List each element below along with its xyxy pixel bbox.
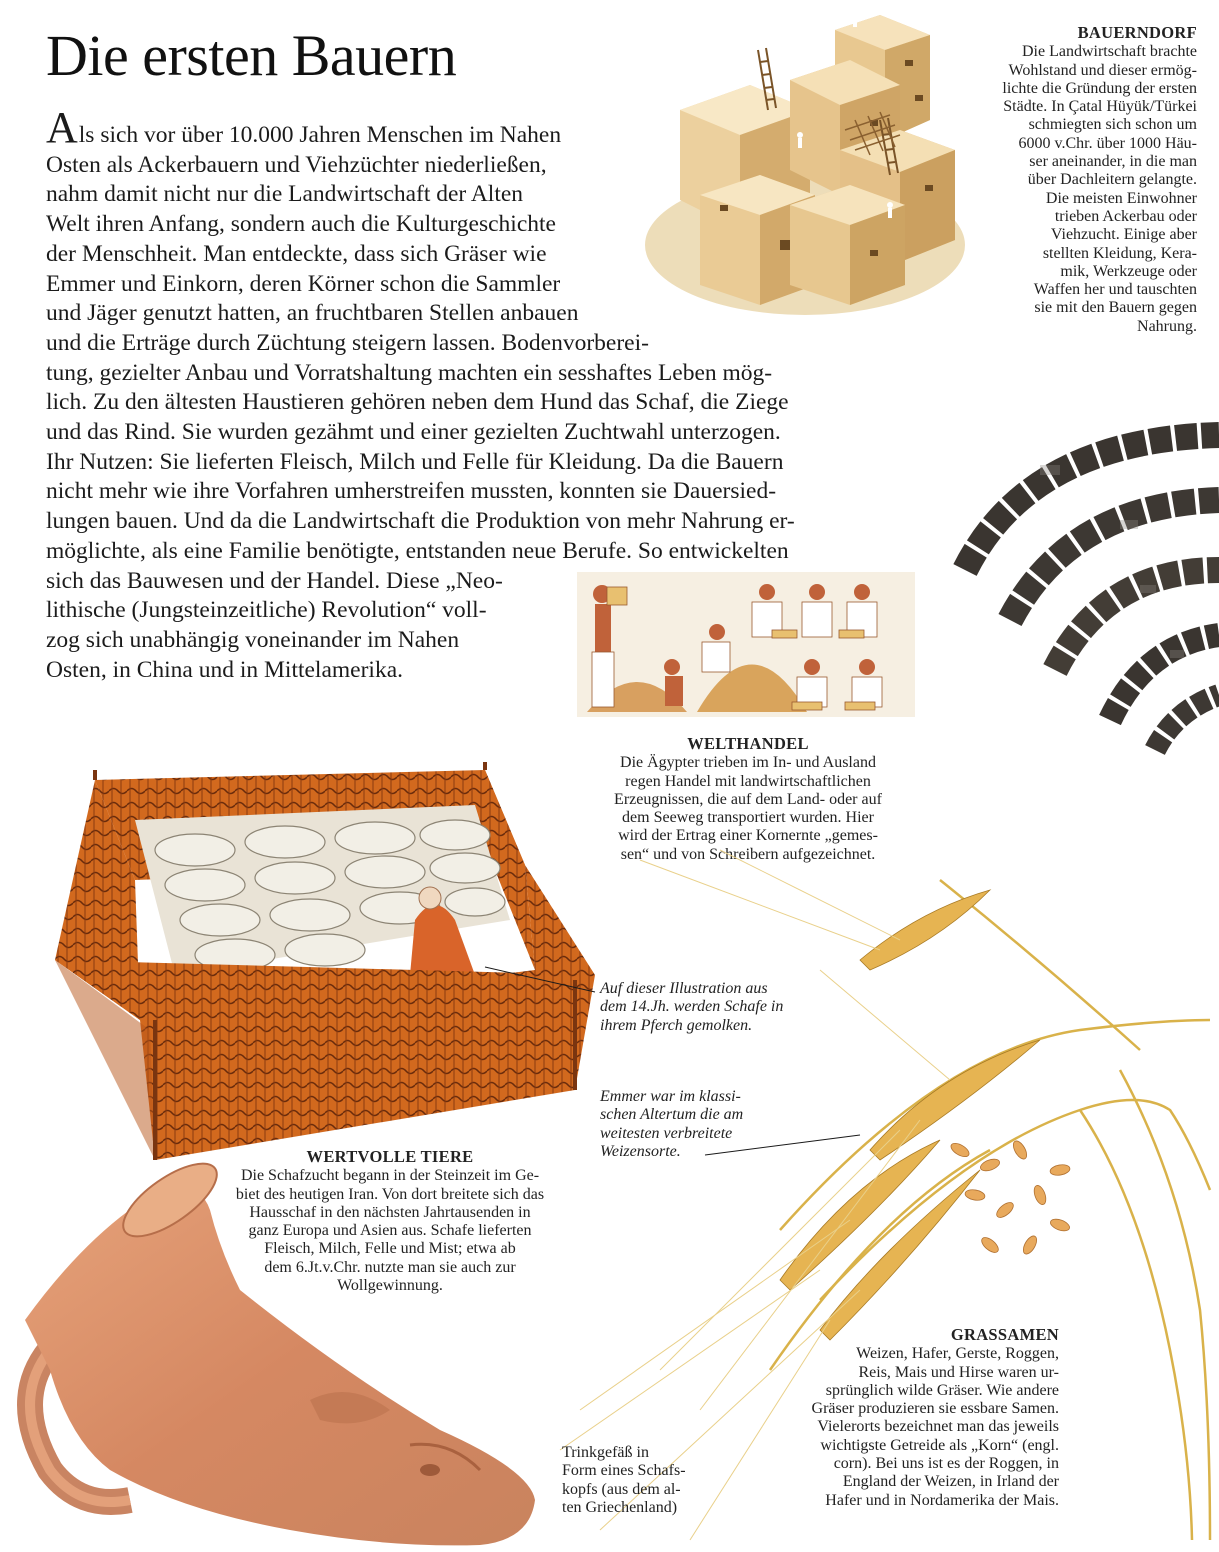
- intro-line: sich das Bauwesen und der Handel. Diese „Neo-: [46, 567, 503, 594]
- egyptian-harvest-scene-illustration: [577, 572, 915, 717]
- intro-line: Osten als Ackerbauern und Viehzüchter niederließen,: [46, 151, 547, 178]
- caption-grassamen: [739, 1326, 1059, 1510]
- caption-trinkgefaess: [562, 1444, 722, 1517]
- caption-welthandel: [576, 735, 920, 864]
- village-model-illustration: [640, 0, 980, 330]
- caption-line: Vielerorts bezeichnet man das jeweils: [817, 1418, 1059, 1436]
- caption-line: Trinkgefäß in: [562, 1444, 649, 1461]
- caption-line: stellten Kleidung, Kera-: [1042, 244, 1197, 262]
- caption-line: Fleisch, Milch, Felle und Mist; etwa ab: [264, 1240, 516, 1258]
- caption-line: sprünglich wilde Gräser. Wie andere: [825, 1381, 1059, 1399]
- intro-line: Emmer und Einkorn, deren Körner schon die Sammler: [46, 270, 561, 297]
- caption-heading: GRASSAMEN: [950, 1325, 1059, 1344]
- caption-line: biet des heutigen Iran. Von dort breitete sich das: [235, 1185, 545, 1203]
- note-emmer: [600, 1088, 800, 1161]
- page-title: Die ersten Bauern: [46, 23, 457, 88]
- intro-line: Als sich vor über 10.000 Jahren Menschen im Nahen: [46, 103, 562, 152]
- caption-line: Viehzucht. Einige aber: [1050, 226, 1197, 244]
- caption-line: Die Landwirtschaft brachte: [1021, 43, 1197, 61]
- caption-line: dem Seeweg transportiert wurden. Hier: [622, 809, 874, 827]
- intro-line: lungen bauen. Und da die Landwirtschaft die Produktion von mehr Nahrung er-: [46, 508, 795, 535]
- caption-line: Reis, Mais und Hirse waren ur-: [858, 1363, 1059, 1381]
- intro-line: lich. Zu den ältesten Haustieren gehören neben dem Hund das Schaf, die Ziege: [46, 389, 789, 416]
- intro-line: nicht mehr wie ihre Vorfahren umherstreifen mussten, konnten sie Dauersied-: [46, 478, 777, 505]
- note-line: schen Altertum die am: [600, 1106, 744, 1124]
- sheep-head-vessel-illustration: [10, 1170, 550, 1550]
- caption-line: regen Handel mit landwirtschaftlichen: [625, 772, 871, 790]
- caption-heading: WELTHANDEL: [687, 734, 809, 753]
- caption-line: Die Ägypter trieben im In- und Ausland: [620, 754, 876, 772]
- caption-line: Gräser produzieren sie essbare Samen.: [811, 1400, 1059, 1418]
- caption-line: Erzeugnissen, die auf dem Land- oder auf: [614, 790, 882, 808]
- note-line: Auf dieser Illustration aus: [600, 980, 768, 997]
- caption-line: über Dachleitern gelangte.: [1027, 171, 1197, 189]
- caption-line: dem 6.Jt.v.Chr. nutzte man sie auch zur: [264, 1258, 516, 1276]
- caption-line: ser aneinander, in die man: [1029, 153, 1197, 171]
- caption-line: wird der Ertrag einer Kornernte „gemes-: [618, 827, 878, 845]
- intro-line: der Menschheit. Man entdeckte, dass sich Gräser wie: [46, 240, 547, 267]
- caption-line: Hausschaf in den nächsten Jahrtausenden in: [249, 1203, 531, 1221]
- sheep-pen-illustration: [55, 770, 595, 1160]
- caption-line: kopfs (aus dem al-: [562, 1480, 681, 1498]
- caption-bauerndorf: [957, 24, 1197, 336]
- caption-line: schmiegten sich schon um: [1028, 116, 1197, 134]
- caption-line: lichte die Gründung der ersten: [1002, 79, 1197, 97]
- caption-line: England der Weizen, in Irland der: [842, 1473, 1059, 1491]
- caption-heading: BAUERNDORF: [1077, 23, 1197, 42]
- intro-line: Osten, in China und in Mittelamerika.: [46, 656, 404, 683]
- intro-line: und die Erträge durch Züchtung steigern lassen. Bodenvorberei-: [46, 329, 649, 356]
- drop-cap: A: [46, 103, 78, 152]
- caption-line: Hafer und in Nordamerika der Mais.: [825, 1491, 1059, 1509]
- intro-line: möglichte, als eine Familie benötigte, entstanden neue Berufe. So entwickelten: [46, 537, 789, 564]
- intro-line: nahm damit nicht nur die Landwirtschaft der Alten: [46, 181, 524, 208]
- intro-line: und das Rind. Sie wurden gezähmt und einer gezielten Zuchtwahl unterzogen.: [46, 419, 781, 446]
- caption-line: Weizen, Hafer, Gerste, Roggen,: [856, 1345, 1059, 1363]
- note-line: dem 14.Jh. werden Schafe in: [600, 998, 784, 1016]
- caption-line: sie mit den Bauern gegen: [1034, 299, 1197, 317]
- intro-line: Ihr Nutzen: Sie lieferten Fleisch, Milch und Felle für Kleidung. Da die Bauern: [46, 448, 784, 475]
- caption-line: Waffen her und tauschten: [1033, 281, 1197, 299]
- note-line: weitesten verbreitete: [600, 1124, 733, 1142]
- caption-line: 6000 v.Chr. über 1000 Häu-: [1018, 134, 1197, 152]
- intro-line: Welt ihren Anfang, sondern auch die Kulturgeschichte: [46, 211, 556, 238]
- stone-sickle-arcs-illustration: [940, 420, 1219, 750]
- caption-line: ten Griechenland): [562, 1498, 678, 1516]
- note-line: Emmer war im klassi-: [600, 1088, 741, 1105]
- intro-line: und Jäger genutzt hatten, an fruchtbaren Stellen anbauen: [46, 300, 579, 327]
- caption-line: ganz Europa und Asien aus. Schafe lieferten: [248, 1222, 532, 1240]
- note-line: ihrem Pferch gemolken.: [600, 1016, 753, 1034]
- caption-line: Wohlstand und dieser ermög-: [1008, 61, 1197, 79]
- caption-line: Form eines Schafs-: [562, 1462, 686, 1480]
- caption-line: trieben Ackerbau oder: [1054, 207, 1197, 225]
- intro-line: lithische (Jungsteinzeitliche) Revolution“ voll-: [46, 597, 487, 624]
- caption-line: Städte. In Çatal Hüyük/Türkei: [1003, 98, 1197, 116]
- caption-line: wichtigste Getreide als „Korn“ (engl.: [820, 1436, 1059, 1454]
- caption-line: Die Schafzucht begann in der Steinzeit im Ge-: [240, 1167, 540, 1185]
- caption-line: sen“ und von Schreibern aufgezeichnet.: [620, 845, 876, 863]
- caption-line: Wollgewinnung.: [337, 1277, 443, 1295]
- intro-line: tung, gezielter Anbau und Vorratshaltung machten ein sesshaftes Leben mög-: [46, 359, 773, 386]
- caption-line: mik, Werkzeuge oder: [1060, 262, 1197, 280]
- caption-line: corn). Bei uns ist es der Roggen, in: [833, 1455, 1059, 1473]
- note-line: Weizensorte.: [600, 1142, 681, 1160]
- caption-line: Nahrung.: [1137, 317, 1197, 335]
- intro-line: zog sich unabhängig voneinander im Nahen: [46, 626, 460, 653]
- caption-line: Die meisten Einwohner: [1045, 189, 1197, 207]
- caption-heading: WERTVOLLE TIERE: [306, 1147, 474, 1166]
